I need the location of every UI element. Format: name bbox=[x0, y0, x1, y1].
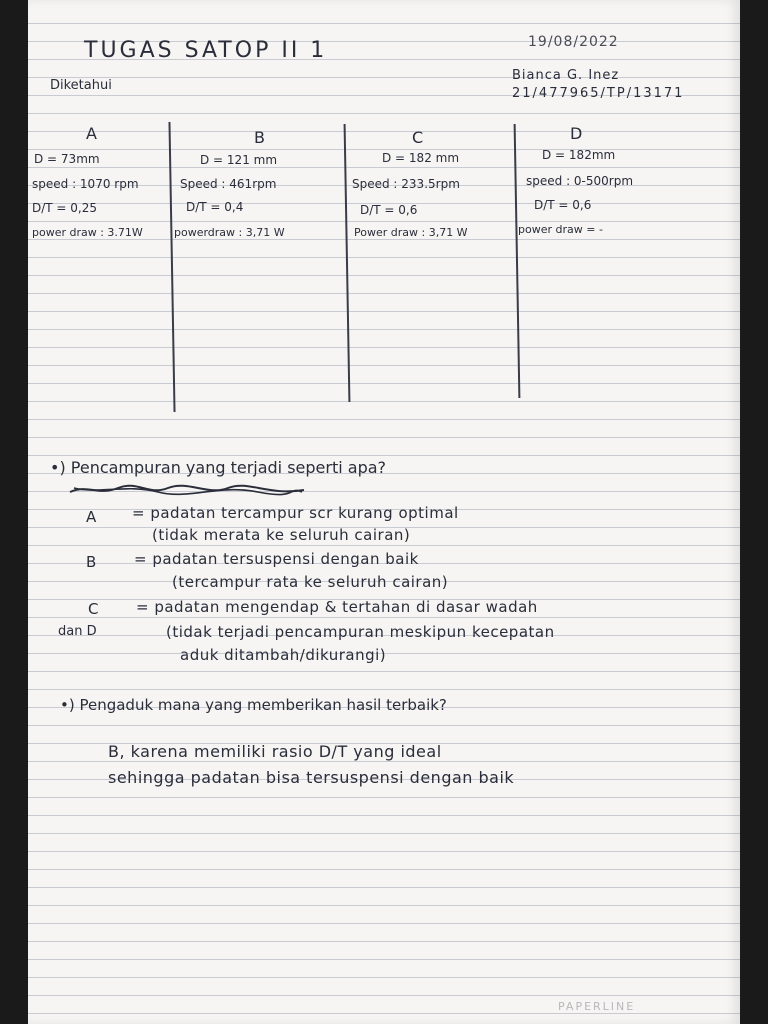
answer-b-line-1: = padatan tersuspensi dengan baik bbox=[134, 550, 419, 568]
answer-c-line-2: (tidak terjadi pencampuran meskipun kecepatan bbox=[166, 623, 555, 641]
student-id: 21/477965/TP/13171 bbox=[512, 86, 685, 101]
student-name: Bianca G. Inez bbox=[512, 68, 620, 83]
cell-a-ratio: D/T = 0,25 bbox=[32, 201, 98, 215]
page-title: TUGAS SATOP II 1 bbox=[84, 38, 328, 63]
date: 19/08/2022 bbox=[528, 34, 619, 50]
cell-c-ratio: D/T = 0,6 bbox=[360, 203, 418, 217]
question-1: •) Pencampuran yang terjadi seperti apa? bbox=[50, 458, 387, 477]
answer-a-label: A bbox=[86, 508, 97, 526]
cell-d-power: power draw = - bbox=[518, 223, 603, 236]
crossed-out-scribble bbox=[68, 482, 308, 498]
cell-d-diameter: D = 182mm bbox=[542, 148, 616, 162]
cell-b-diameter: D = 121 mm bbox=[200, 153, 278, 167]
answer-c-label: C bbox=[88, 600, 99, 618]
column-head-c: C bbox=[412, 128, 424, 147]
notebook-page bbox=[28, 0, 740, 1024]
cell-b-ratio: D/T = 0,4 bbox=[186, 200, 244, 214]
cell-c-diameter: D = 182 mm bbox=[382, 151, 460, 165]
cell-c-power: Power draw : 3,71 W bbox=[354, 226, 468, 239]
column-head-a: A bbox=[86, 124, 97, 143]
answer-2-line-2: sehingga padatan bisa tersuspensi dengan baik bbox=[108, 768, 515, 787]
answer-cd-label: dan D bbox=[58, 624, 97, 639]
given-label: Diketahui bbox=[50, 78, 112, 93]
question-2: •) Pengaduk mana yang memberikan hasil terbaik? bbox=[60, 696, 447, 714]
paperline-logo: PAPERLINE bbox=[558, 1000, 636, 1013]
cell-d-speed: speed : 0-500rpm bbox=[526, 174, 634, 188]
cell-b-speed: Speed : 461rpm bbox=[180, 177, 277, 191]
cell-a-speed: speed : 1070 rpm bbox=[32, 177, 139, 191]
answer-a-line-2: (tidak merata ke seluruh cairan) bbox=[152, 526, 411, 544]
table-divider-bc bbox=[344, 124, 350, 402]
cell-b-power: powerdraw : 3,71 W bbox=[174, 226, 285, 239]
column-head-d: D bbox=[570, 124, 583, 143]
cell-a-power: power draw : 3.71W bbox=[32, 226, 143, 239]
cell-d-ratio: D/T = 0,6 bbox=[534, 198, 592, 212]
answer-2-line-1: B, karena memiliki rasio D/T yang ideal bbox=[108, 742, 442, 761]
table-divider-cd bbox=[514, 124, 520, 398]
answer-a-line-1: = padatan tercampur scr kurang optimal bbox=[132, 504, 459, 522]
table-divider-ab bbox=[168, 122, 175, 412]
cell-c-speed: Speed : 233.5rpm bbox=[352, 177, 460, 191]
answer-b-label: B bbox=[86, 553, 97, 571]
answer-c-line-1: = padatan mengendap & tertahan di dasar wadah bbox=[136, 598, 538, 616]
column-head-b: B bbox=[254, 128, 265, 147]
cell-a-diameter: D = 73mm bbox=[34, 152, 100, 166]
answer-c-line-3: aduk ditambah/dikurangi) bbox=[180, 646, 387, 664]
answer-b-line-2: (tercampur rata ke seluruh cairan) bbox=[172, 573, 449, 591]
